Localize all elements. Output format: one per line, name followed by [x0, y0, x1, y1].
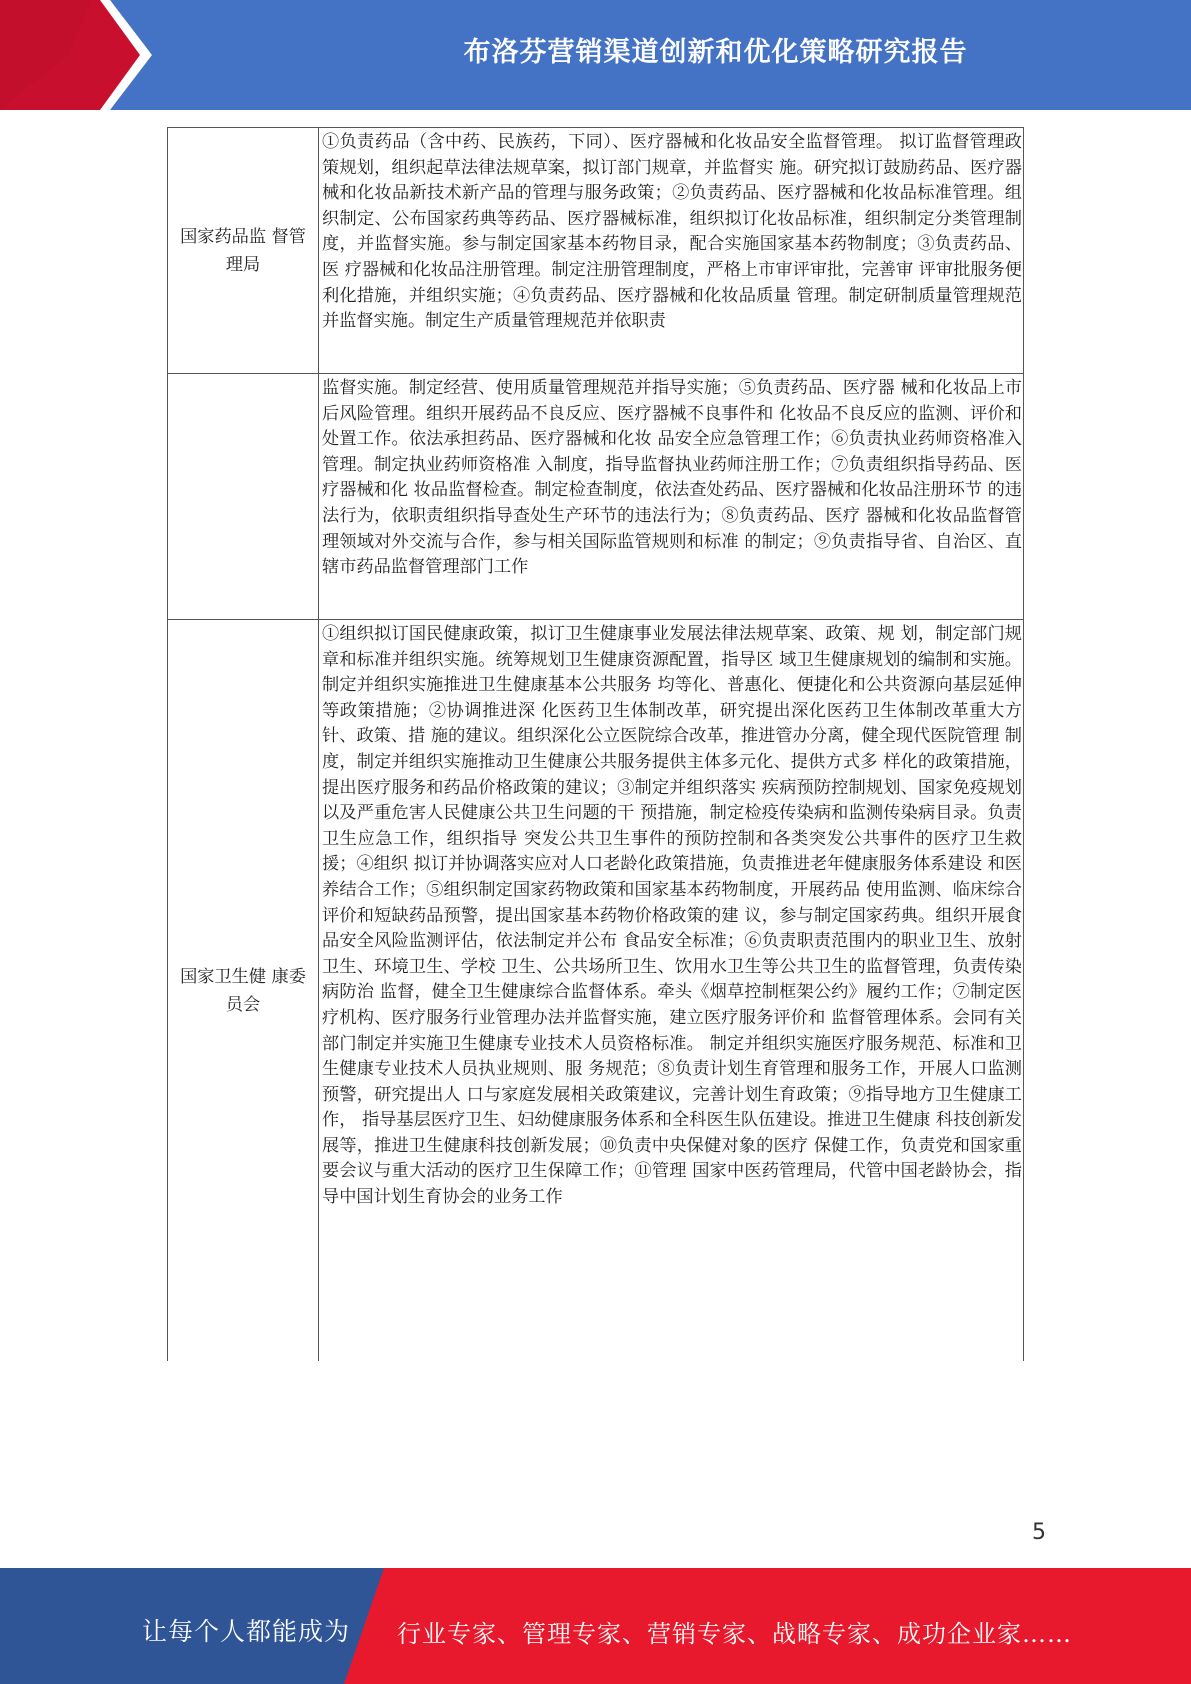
agency-duties-table	[167, 127, 1024, 1361]
report-title: 布洛芬营销渠道创新和优化策略研究报告	[463, 37, 968, 68]
footer-slogan-right: 行业专家、管理专家、营销专家、战略专家、成功企业家……	[397, 1620, 1072, 1648]
page-footer	[0, 1568, 1191, 1684]
table-row	[168, 128, 1024, 374]
table-row	[168, 620, 1024, 1362]
duties-cell: 监督实施。制定经营、使用质量管理规范并指导实施；⑤负责药品、医疗器 械和化妆品上市后风险管理。组织开展药品不良反应、医疗器械不良事件和 化妆品不良反应的监测、评价和处置工作。依法承担药品、医疗器械和化妆 品安全应急管理工作；⑥负责执业药师资格准入管理。制定执业药师资格准 入制度，指导监督执业药师注册工作；⑦负责组织指导药品、医疗器械和化 妆品监督检查。制定检查制度，依法查处药品、医疗器械和化妆品注册环节 的违法行为，依职责组织指导查处生产环节的违法行为；⑧负责药品、医疗 器械和化妆品监督管理领域对外交流与合作，参与相关国际监管规则和标准 的制定；⑨负责指导省、自治区、直辖市药品监督管理部门工作	[319, 374, 1024, 620]
footer-slogan-left: 让每个人都能成为	[142, 1617, 351, 1646]
page-header	[0, 0, 1191, 110]
agency-name-cell: 国家卫生健 康委员会	[168, 620, 319, 1362]
page-number: 5	[1032, 1520, 1046, 1545]
table-row	[168, 374, 1024, 620]
agency-name-cell	[168, 374, 319, 620]
agency-name-cell: 国家药品监 督管理局	[168, 128, 319, 374]
red-chevron-decoration	[0, 0, 160, 110]
duties-cell: ①负责药品（含中药、民族药，下同）、医疗器械和化妆品安全监督管理。 拟订监督管理政策规划，组织起草法律法规草案，拟订部门规章，并监督实 施。研究拟订鼓励药品、医疗器械和化妆品新技术新产品的管理与服务政策；②负责药品、医疗器械和化妆品标准管理。组织制定、公布国家药典等药品、医疗器械标准，组织拟订化妆品标准，组织制定分类管理制度，并监督实施。参与制定国家基本药物目录，配合实施国家基本药物制度；③负责药品、医 疗器械和化妆品注册管理。制定注册管理制度，严格上市审评审批，完善审 评审批服务便利化措施，并组织实施；④负责药品、医疗器械和化妆品质量 管理。制定研制质量管理规范并监督实施。制定生产质量管理规范并依职责	[319, 128, 1024, 374]
duties-cell: ①组织拟订国民健康政策，拟订卫生健康事业发展法律法规草案、政策、规 划，制定部门规章和标准并组织实施。统筹规划卫生健康资源配置，指导区 域卫生健康规划的编制和实施。制定并组织实施推进卫生健康基本公共服务 均等化、普惠化、便捷化和公共资源向基层延伸等政策措施；②协调推进深 化医药卫生体制改革，研究提出深化医药卫生体制改革重大方针、政策、措 施的建议。组织深化公立医院综合改革，推进管办分离，健全现代医院管理 制度，制定并组织实施推动卫生健康公共服务提供主体多元化、提供方式多 样化的政策措施，提出医疗服务和药品价格政策的建议；③制定并组织落实 疾病预防控制规划、国家免疫规划以及严重危害人民健康公共卫生问题的干 预措施，制定检疫传染病和监测传染病目录。负责卫生应急工作，组织指导 突发公共卫生事件的预防控制和各类突发公共事件的医疗卫生救援；④组织 拟订并协调落实应对人口老龄化政策措施，负责推进老年健康服务体系建设 和医养结合工作；⑤组织制定国家药物政策和国家基本药物制度，开展药品 使用监测、临床综合评价和短缺药品预警，提出国家基本药物价格政策的建 议，参与制定国家药典。组织开展食品安全风险监测评估，依法制定并公布 食品安全标准；⑥负责职责范围内的职业卫生、放射卫生、环境卫生、学校 卫生、公共场所卫生、饮用水卫生等公共卫生的监督管理，负责传染病防治 监督，健全卫生健康综合监督体系。牵头《烟草控制框架公约》履约工作；⑦制定医疗机构、医疗服务行业管理办法并监督实施，建立医疗服务评价和 监督管理体系。会同有关部门制定并实施卫生健康专业技术人员资格标准。 制定并组织实施医疗服务规范、标准和卫生健康专业技术人员执业规则、服 务规范；⑧负责计划生育管理和服务工作，开展人口监测预警，研究提出人 口与家庭发展相关政策建议，完善计划生育政策；⑨指导地方卫生健康工作， 指导基层医疗卫生、妇幼健康服务体系和全科医生队伍建设。推进卫生健康 科技创新发展等，推进卫生健康科技创新发展；⑩负责中央保健对象的医疗 保健工作，负责党和国家重要会议与重大活动的医疗卫生保障工作；⑪管理 国家中医药管理局，代管中国老龄协会，指导中国计划生育协会的业务工作	[319, 620, 1024, 1362]
